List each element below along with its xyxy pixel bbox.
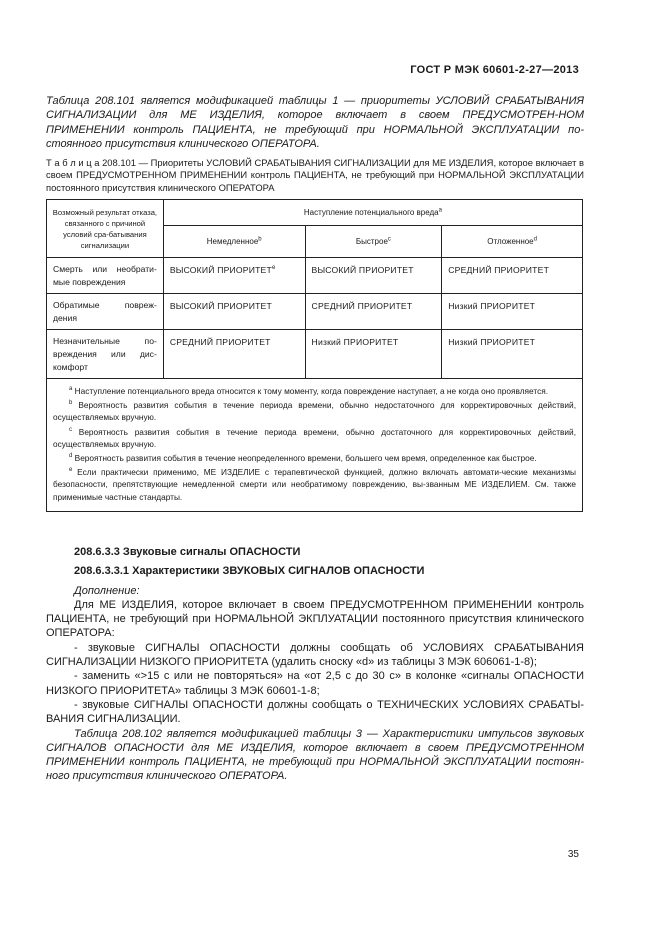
subheader-delayed-text: Отложенное xyxy=(487,237,534,246)
footnote-mark: b xyxy=(69,400,73,407)
footnote-mark: c xyxy=(387,236,391,243)
subheader-prompt-text: Быстрое xyxy=(355,237,388,246)
footnote-mark: a xyxy=(438,207,442,214)
priority-cell: Низкий ПРИОРИТЕТ xyxy=(305,330,442,379)
table-row xyxy=(47,330,583,379)
footnote-mark: e xyxy=(69,467,73,474)
subheader-immediate xyxy=(163,226,305,258)
footnote xyxy=(53,426,576,450)
priority-cell xyxy=(163,258,305,294)
footnote-text: Если практически применимо, МЕ ИЗДЕЛИЕ с терапевтической функцией, должно включать автомати-ческие механизмы безопасности, препятствующие немедленной смерти или необратимому повреждению, вы-званным МЕ ИЗДЕЛИЕМ. См. также применимые частные стандарты. xyxy=(53,467,576,502)
footnote-mark: e xyxy=(271,265,276,272)
table-row xyxy=(47,294,583,330)
document-code: ГОСТ Р МЭК 60601-2-27—2013 xyxy=(410,64,579,76)
priority-cell: ВЫСОКИЙ ПРИОРИТЕТ xyxy=(163,294,305,330)
footnote-mark: c xyxy=(69,426,72,433)
priority-cell-text: ВЫСОКИЙ ПРИОРИТЕТ xyxy=(169,265,272,275)
footnote-mark: a xyxy=(69,386,73,393)
subheader-immediate-text: Немедленное xyxy=(206,237,259,246)
subsection-heading: 208.6.3.3.1 Характеристики ЗВУКОВЫХ СИГНАЛОВ ОПАСНОСТИ xyxy=(74,565,425,578)
priority-cell: ВЫСОКИЙ ПРИОРИТЕТ xyxy=(305,258,442,294)
paragraph: Для МЕ ИЗДЕЛИЯ, которое включает в своем ПРЕДУСМОТРЕННОМ ПРИМЕНЕНИИ контроль ПАЦИЕНТА, не требующий при НОРМАЛЬНОЙ ЭКПЛУАТАЦИИ постоянного присутствия клинического ОПЕРАТОРА: xyxy=(46,598,584,640)
row-label: Смерть или необрати-мые повреждения xyxy=(47,258,164,294)
body-section xyxy=(46,545,584,784)
footnote-text: Вероятность развития события в течение неопределенного времени, большего чем время, определенное как быстрое. xyxy=(74,453,537,464)
footnote xyxy=(53,452,576,464)
col-header-result-text: Возможный результат отказа, связанного с причиной условий сра-батывания сигнализации xyxy=(52,207,158,250)
bullet-item: - звуковые СИГНАЛЫ ОПАСНОСТИ должны сообщать о ТЕХНИЧЕСКИХ УСЛОВИЯХ СРАБАТЫ-ВАНИЯ СИГНАЛИЗАЦИИ. xyxy=(46,698,584,726)
footnote xyxy=(53,385,576,397)
row-label: Незначительные по-вреждения или дис-комфорт xyxy=(47,330,164,379)
paragraph: Таблица 208.102 является модификацией таблицы 3 — Характеристики импульсов звуковых СИГНАЛОВ ОПАСНОСТИ для МЕ ИЗДЕЛИЯ, которое включает в своем ПРЕДУСМОТРЕННОМ ПРИМЕНЕНИИ контроль ПАЦИЕНТА, не требующий при НОРМАЛЬНОЙ ЭКСПЛУАТАЦИИ постоян-ного присутствия клинического ОПЕРАТОРА. xyxy=(46,727,584,783)
footnote-text: Наступление потенциального вреда относится к тому моменту, когда повреждение наступает, а не когда оно проявляется. xyxy=(74,386,549,396)
footnote-mark: d xyxy=(533,236,537,243)
subheader-delayed xyxy=(442,226,583,258)
col-header-harm-onset-text: Наступление потенциального вреда xyxy=(303,208,439,217)
priority-cell: СРЕДНИЙ ПРИОРИТЕТ xyxy=(305,294,442,330)
table-footnotes xyxy=(47,379,583,512)
footnote xyxy=(53,399,576,423)
priority-cell: Низкий ПРИОРИТЕТ xyxy=(442,294,583,330)
footnote xyxy=(53,466,576,503)
bullet-item: - заменить «>15 с или не повторяться» на «от 2,5 с до 30 с» в колонке «сигналы ОПАСНОСТИ НИЗКОГО ПРИОРИТЕТА» таблицы 3 МЭК 60601-1-8; xyxy=(46,670,584,697)
table-caption: Т а б л и ц а 208.101 — Приоритеты УСЛОВИЙ СРАБАТЫВАНИЯ СИГНАЛИЗАЦИИ для МЕ ИЗДЕЛИЯ, которое включает в своем ПРЕДУСМОТРЕННОМ ПРИМЕНЕНИИ контроль ПАЦИЕНТА, не требующий при НОРМАЛЬНОЙ ЭКСПЛУАТАЦИИ постоянного присутствия клинического ОПЕРАТОРА xyxy=(46,157,584,193)
priority-cell: Низкий ПРИОРИТЕТ xyxy=(442,330,583,379)
priority-table xyxy=(46,199,583,512)
table-row xyxy=(47,258,583,294)
page-number: 35 xyxy=(567,849,579,860)
row-label: Обратимые повреж-дения xyxy=(47,294,164,330)
subheader-prompt xyxy=(305,226,442,258)
footnote-mark: b xyxy=(258,236,262,243)
footnote-text: Вероятность развития события в течение периода времени, обычно недостаточного для корректировочных действий, осуществляемых вручную. xyxy=(53,400,576,423)
footnote-text: Вероятность развития события в течение периода времени, обычно достаточного для корректировочных действий, осуществляемых вручную. xyxy=(53,426,576,449)
table-footnotes-row xyxy=(47,379,583,512)
section-heading: 208.6.3.3 Звуковые сигналы ОПАСНОСТИ xyxy=(74,546,301,558)
bullet-item: - звуковые СИГНАЛЫ ОПАСНОСТИ должны сообщать об УСЛОВИЯХ СРАБАТЫВАНИЯ СИГНАЛИЗАЦИИ НИЗКОГО ПРИОРИТЕТА (удалить сноску «d» из таблицы 3 МЭК 606061-1-8); xyxy=(46,641,584,669)
col-header-result xyxy=(47,200,164,258)
col-header-harm-onset xyxy=(163,200,582,226)
footnote-mark: d xyxy=(69,453,73,460)
table-intro-paragraph: Таблица 208.101 является модификацией таблицы 1 — приоритеты УСЛОВИЙ СРАБАТЫВАНИЯ СИГНАЛИЗАЦИИ для МЕ ИЗДЕЛИЯ, которое включает в своем ПРЕДУСМОТРЕН-НОМ ПРИМЕНЕНИИ контроль ПАЦИЕНТА, не требующий при НОРМАЛЬНОЙ ЭКСПЛУАТАЦИИ по-стоянного присутствия клинического ОПЕРАТОРА. xyxy=(46,95,584,151)
table-header-row xyxy=(47,200,583,226)
priority-cell: СРЕДНИЙ ПРИОРИТЕТ xyxy=(442,258,583,294)
addition-label: Дополнение: xyxy=(74,584,140,597)
priority-cell: СРЕДНИЙ ПРИОРИТЕТ xyxy=(163,330,305,379)
